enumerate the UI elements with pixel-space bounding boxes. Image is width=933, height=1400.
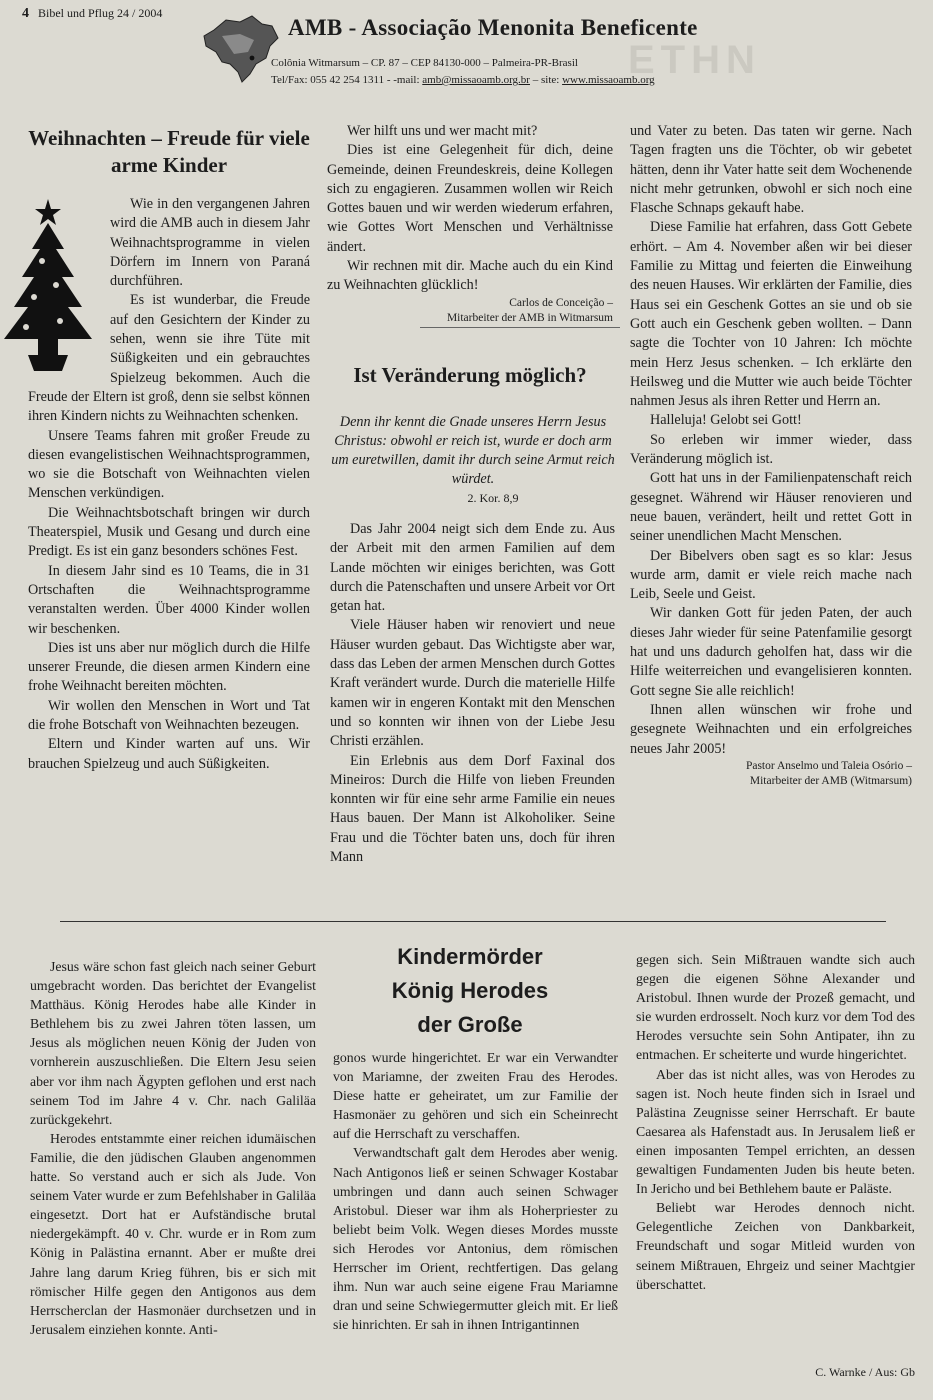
signature-name: Pastor Anselmo und Taleia Osório –: [745, 759, 912, 772]
org-title: AMB - Associação Menonita Beneficente: [288, 15, 698, 40]
paragraph: Wir rechnen mit dir. Mache auch du ein Kind zu Weihnachten glücklich!: [327, 258, 613, 294]
publication-line: Bibel und Pflug 24 / 2004: [38, 6, 163, 20]
title-line: der Große: [417, 1012, 523, 1037]
article-weihnachten-col2: [327, 122, 613, 326]
paragraph: In diesem Jahr sind es 10 Teams, die in 31 Ortschaften die Weihnachtsprogramme veranstalten werden. Über 4000 Kinder wollen wir beschenken.: [28, 562, 310, 637]
title-line: Kindermörder: [397, 944, 543, 969]
brazil-map-logo: [200, 12, 282, 86]
signature-role: Mitarbeiter der AMB in Witmarsum: [446, 311, 613, 324]
paragraph: Wie in den vergangenen Jahren wird die AMB auch in diesem Jahr Weihnachtsprogramme in vielen Dörfern im Innern von Paraná durchführen.: [110, 196, 310, 290]
paragraph: Dies ist uns aber nur möglich durch die Hilfe unserer Freunde, die diesen armen Kindern eine frohe Weihnacht bereiten möchten.: [28, 639, 310, 695]
signature-role: Mitarbeiter der AMB (Witmarsum): [749, 774, 912, 787]
article-veraenderung-col2: [330, 520, 615, 867]
paragraph: Beliebt war Herodes dennoch nicht. Gelegentliche Zeichen von Dankbarkeit, Freundschaft und sogar Mitleid wurden von seinem Mißtrauen, Ehrgeiz und seiner Machtgier überschattet.: [636, 1200, 915, 1292]
email-link[interactable]: amb@missaoamb.org.br: [422, 74, 530, 86]
paragraph: Die Weihnachtsbotschaft bringen wir durch Theaterspiel, Musik und Gesang und durch eine Predigt. Es ist ein ganz besonders schönes Fest.: [28, 504, 310, 560]
article-title-veraenderung: Ist Veränderung möglich?: [353, 363, 587, 387]
site-link[interactable]: www.missaoamb.org: [562, 74, 655, 86]
page-header: [22, 6, 162, 22]
org-contact: [271, 74, 655, 86]
article-divider: [420, 327, 620, 328]
paragraph: gonos wurde hingerichtet. Er war ein Verwandter von Mariamne, der zweiten Frau des Herodes. Diese hatte er geheiratet, um zur Familie der Hasmonäer zu gehören und sich ein Scheinrecht auf die Herrschaft zu verschaffen.: [333, 1050, 618, 1142]
article-weihnachten-col1: [28, 125, 310, 774]
title-line: König Herodes: [391, 978, 549, 1003]
paragraph: Wer hilft uns und wer macht mit?: [347, 123, 538, 139]
bible-quote: [330, 413, 616, 508]
paragraph: Es ist wunderbar, die Freude auf den Gesichtern der Kinder zu sehen, wenn sie ihre Tüte mit Süßigkeiten und ein gebrauchtes Spielzeug bekommen. Auch die Freude der Eltern ist groß, denn sie selbst können ihren Kindern nichts zu Weihnachten schenken.: [28, 292, 310, 425]
paragraph: Unsere Teams fahren mit großer Freude zu diesen evangelistischen Weihnachtsprogrammen, wo sie die Botschaft von Weihnachten vielen Menschen verkündigen.: [28, 427, 310, 502]
article-author: C. Warnke / Aus: Gb: [815, 1365, 915, 1379]
paragraph: gegen sich. Sein Mißtrauen wandte sich auch gegen die eigenen Söhne Alexander und Aristobul. Ihnen wurde der Prozeß gemacht, und sie wurden erdrosselt. Noch kurz vor dem Tod des Herodes versuchte sein Sohn Antipater, ihn zu entmachen. Er scheiterte und wurde hingerichtet.: [636, 952, 915, 1063]
paragraph: Ihnen allen wünschen wir frohe und gesegnete Weihnachten und ein erfolgreiches neues Jahr 2005!: [630, 701, 912, 757]
paragraph: und Vater zu beten. Das taten wir gerne. Nach Tagen fragten uns die Töchter, ob wir gebetet hätten, denn ihr Vater hatte seit dem Wochenende nicht mehr getrunken, obwohl er sich noch eine Flasche Schnaps gekauft habe.: [630, 123, 912, 217]
header-watermark: ETHN: [628, 38, 761, 82]
paragraph: Jesus wäre schon fast gleich nach seiner Geburt umgebracht worden. Das berichtet der Evangelist Matthäus. König Herodes habe alle Kinder in Bethlehem bis zu zwei Jahren töten lassen, um Jesus als möglichen neuen König der Juden von vornherein auszuschließen. Die Eltern Jesu seien aber vor ihm nach Ägypten geflohen und erst nach seinem Tod im Jahre 4 v. Chr. nach Galiläa zurückgekehrt.: [30, 959, 316, 1127]
article-herodes-col1: [30, 957, 316, 1339]
paragraph: Das Jahr 2004 neigt sich dem Ende zu. Aus der Arbeit mit den armen Familien auf dem Lande möchten wir einiges berichten, was Gott durch die Patenschaften und unsere Arbeit vor Ort getan hat.: [330, 521, 615, 615]
paragraph: Wir wollen den Menschen in Wort und Tat die frohe Botschaft von Weihnachten bezeugen.: [28, 697, 310, 734]
paragraph: So erleben wir immer wieder, dass Veränderung möglich ist.: [630, 431, 912, 468]
page-number: 4: [22, 6, 29, 21]
paragraph: Viele Häuser haben wir renoviert und neue Häuser wurden gebaut. Das Wichtigste aber war, dass das Leben der armen Menschen durch Gottes Kraft verändert wurde. Durch die materielle Hilfe kamen wir in engeren Kontakt mit den Menschen und so konnten wir ihnen von der Liebe Jesu Christi erzählen.: [330, 617, 615, 750]
org-address: Colônia Witmarsum – CP. 87 – CEP 84130-000 – Palmeira-PR-Brasil: [271, 57, 578, 69]
paragraph: Gott hat uns in der Familienpatenschaft reich gesegnet. Während wir Häuser renovieren und neue bauen, verändert, heilt und rettet Gott in seiner unendlichen Macht Menschen.: [630, 470, 912, 545]
paragraph: Aber das ist nicht alles, was von Herodes zu sagen ist. Noch heute finden sich in Israel und Palästina Zeugnisse seiner Herrschaft. Er baute Caesarea als Hafenstadt aus. In Jerusalem ließ er einen imposanten Tempel errichten, an dessen gewaltigen Fundamenten Juden bis heute beten. In Jericho und bei Bethlehem baute er Paläste.: [636, 1066, 915, 1197]
paragraph: Dies ist eine Gelegenheit für dich, deine Gemeinde, deinen Freundeskreis, deine Kollegen sich zu engagieren. Zusammen wollen wir Reich Gottes bauen und wir werden wiederum erfahren, wie Gottes Wort Menschen und Verhältnisse ändert.: [327, 142, 613, 255]
quote-text: Denn ihr kennt die Gnade unseres Herrn Jesus Christus: obwohl er reich ist, wurde er doch arm um euretwillen, damit ihr durch seine Armut reich würdet.: [331, 414, 615, 487]
site-prefix: – site:: [529, 74, 563, 86]
paragraph: Wir danken Gott für jeden Paten, der auch dieses Jahr wieder für seine Patenfamilie gesorgt hat und uns dadurch geholfen hat, dass wir die Hilfe weiterreichen und evangelisieren konnten. Gott segne Sie alle reichlich!: [630, 605, 912, 699]
article-title-herodes: [340, 940, 600, 1042]
article-title-weihnachten: Weihnachten – Freude für viele arme Kinder: [28, 126, 310, 177]
section-divider: [60, 921, 886, 922]
contact-prefix: Tel/Fax: 055 42 254 1311 - -mail:: [271, 74, 423, 86]
signature-name: Carlos de Conceição –: [509, 296, 613, 309]
paragraph: Herodes entstammte einer reichen idumäischen Familie, die den jüdischen Glauben angenommen hatte. So verstand auch er sich als Jude. Von seinem Vater wurde er zum Befehlshaber in Galiläa eingesetzt. Dort hat er Aufständische brutal niedergekämpft. 40 v. Chr. wurde er in Rom zum König in Palästina ernannt. Aber er mußte drei Jahre lang darum Krieg führen, bis er sich mit römischer Hilfe gegen den Antigonos aus dem Herrscherclan der Hasmonäer durchsetzen und in Jerusalem einziehen konnte. Anti-: [30, 1130, 316, 1337]
paragraph: Verwandtschaft galt dem Herodes aber wenig. Nach Antigonos ließ er seinen Schwager Kostabar umbringen und dann auch seinen Schwager Aristobul. Dieser war ihm als Hoherpriester zu beliebt beim Volk. Wegen dieses Mordes musste sich Herodes vor Antonius, dem römischen Herrscher im Orient, rechtfertigen. Das gelang ihm. Nun war auch seine eigene Frau Mariamne dran und seine Schwiegermutter gleich mit. Er ließ sie hinrichten. Er sah in ihnen Intrigantinnen: [333, 1145, 618, 1333]
article-herodes-col3: [636, 950, 915, 1294]
paragraph: Der Bibelvers oben sagt es so klar: Jesus wurde arm, damit er viele reich mache nach Leib, Seele und Geist.: [630, 547, 912, 603]
paragraph: Ein Erlebnis aus dem Dorf Faxinal dos Mineiros: Durch die Hilfe von lieben Freunden konnten wir für eine sehr arme Familie ein neues Haus bauen. Der Mann ist Alkoholiker. Seine Frau und die Töchter baten uns, doch für ihren Mann: [330, 752, 615, 866]
paragraph: Eltern und Kinder warten auf uns. Wir brauchen Spielzeug und auch Süßigkeiten.: [28, 736, 310, 772]
christmas-tree-icon: [0, 189, 98, 379]
quote-reference: 2. Kor. 8,9: [467, 491, 519, 505]
paragraph: Halleluja! Gelobt sei Gott!: [650, 412, 802, 429]
article-veraenderung-col3: [630, 122, 912, 789]
article-herodes-col2: [333, 1048, 618, 1334]
paragraph: Diese Familie hat erfahren, dass Gott Gebete erhört. – Am 4. November aßen wir bei dieser Familie zu Mittag und feierten die Einweihung des neuen Hauses. Wir erklärten der Familie, dies Haus sei ein Geschenk Gottes an sie und ob sie Gott auch ein Geschenk geben wollten. – Dann sagte die Tochter von 10 Jahren: Ich möchte mein Herz Jesus schenken. – Ich erklärte den Heilsweg und die Mutter wie auch beide Töchter nahmen Jesus als ihren Retter und Herrn an.: [630, 219, 912, 410]
